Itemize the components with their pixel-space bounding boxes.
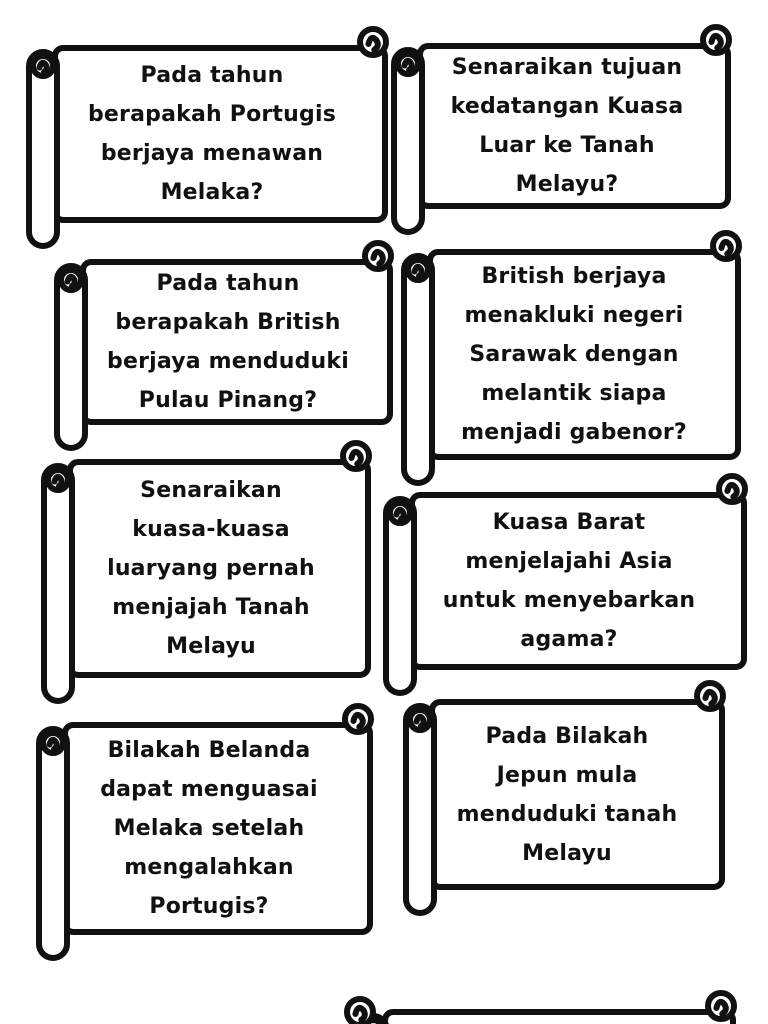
- card-question-2: Senaraikan tujuan kedatangan Kuasa Luar ke Tanah Melayu?: [450, 55, 684, 197]
- card-question-1: Pada tahun berapakah Portugis berjaya menawan Melaka?: [87, 63, 336, 205]
- card-question-4: British berjaya menakluki negeri Sarawak dengan melantik siapa menjadi gabenor?: [461, 264, 687, 445]
- scroll-roll: [386, 499, 414, 693]
- scroll-roll: [44, 466, 72, 701]
- card-question-3: Pada tahun berapakah British berjaya menduduki Pulau Pinang?: [107, 271, 349, 413]
- scroll-roll: [29, 52, 57, 246]
- scroll-body: [385, 1012, 733, 1024]
- card-question-6: Kuasa Barat menjelajahi Asia untuk menyebarkan agama?: [442, 510, 696, 652]
- scroll-roll: [57, 266, 85, 448]
- card-question-5: Senaraikan kuasa-kuasa luaryang pernah menjajah Tanah Melayu: [107, 478, 315, 659]
- scroll-roll: [404, 256, 432, 483]
- scroll-roll: [39, 729, 67, 958]
- card-question-8: Pada Bilakah Jepun mula menduduki tanah Melayu: [456, 723, 678, 866]
- card-question-7: Bilakah Belanda dapat menguasai Melaka setelah mengalahkan Portugis?: [100, 738, 318, 919]
- scroll-roll: [406, 706, 434, 913]
- scroll-roll: [394, 50, 422, 232]
